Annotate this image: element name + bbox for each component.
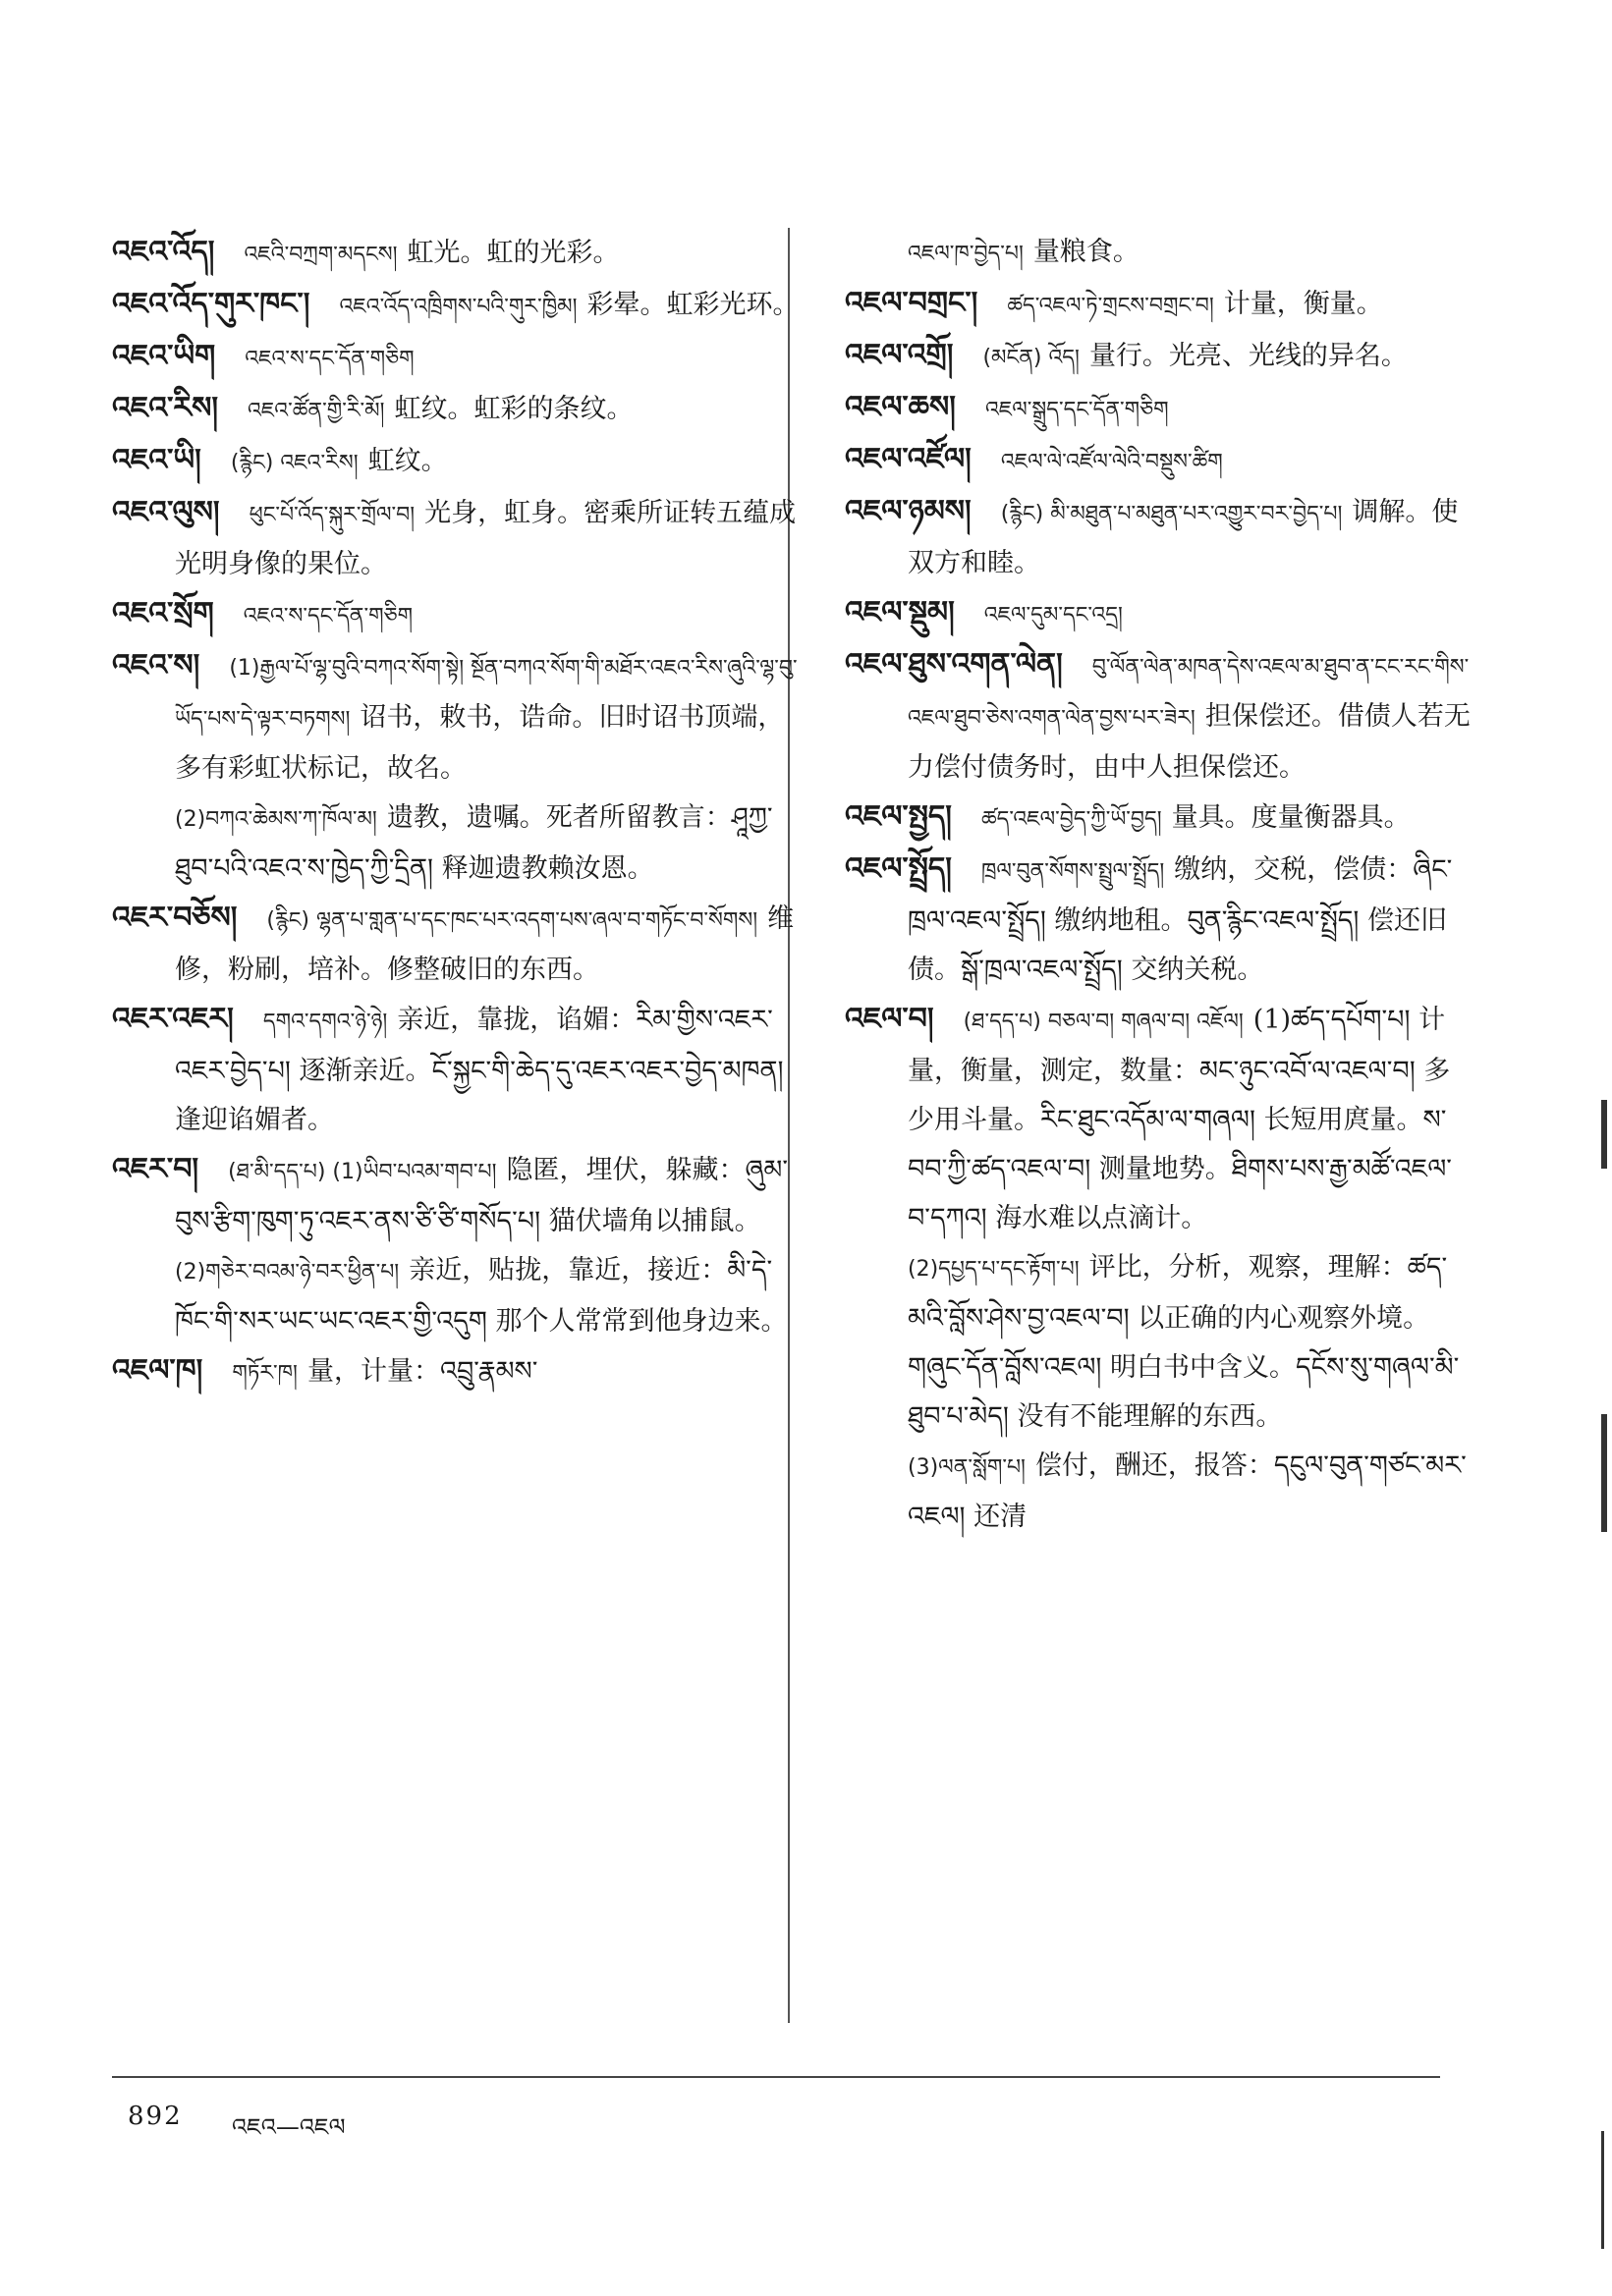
entry-gloss: 虹纹。	[367, 446, 448, 476]
dictionary-entry	[845, 1243, 1473, 1442]
entry-definition: (1)རྒྱལ་པོ་ལྷ་བུའི་བཀའ་སོག་སྟེ། སྔོན་བཀའ་སོག་གི་མཐོར་འཇའ་རིས་ཞུའི་ལྷ་བུ་ཡོད་པས་དེ་ལྟར་བཏགས།	[175, 656, 798, 732]
entry-definition: (ཐ་དད་པ) བཅལ་བ། གཞལ་བ། འཇོལ།	[963, 1010, 1244, 1034]
dictionary-entry	[845, 640, 1473, 793]
dictionary-entry	[112, 641, 800, 793]
scan-mark	[1601, 1414, 1607, 1532]
entry-gloss: 虹光。虹的光彩。	[407, 238, 620, 268]
entry-headword: འཇར་འཇར།	[112, 1002, 234, 1036]
entry-definition: འཇའི་བཀྲག་མདངས།	[244, 243, 398, 267]
entry-gloss: 偿付，酬还，报答：དངུལ་བུན་གཙང་མར་འཇལ། 还清	[908, 1450, 1467, 1532]
entry-gloss: 亲近，靠拢，谄媚：རིམ་གྱིས་འཇར་འཇར་བྱེད་པ། 逐渐亲近。ངོ་སྐྱང་གི་ཆེད་དུ་འཇར་འཇར་བྱེད་མཁན། 逢迎谄媚者。	[175, 1005, 784, 1135]
entry-headword: འཇལ་སྡུམ།	[845, 595, 955, 629]
dictionary-entry	[845, 435, 1473, 487]
entry-definition: ཁྲལ་བུན་སོགས་སྤྲུལ་སྤྲོད།	[980, 859, 1165, 884]
dictionary-entry	[112, 384, 800, 436]
entry-headword: འཇའ་ཡིག	[112, 339, 216, 373]
entry-headword: འཇའ་ཡི།	[112, 443, 201, 477]
dictionary-entry	[845, 845, 1473, 995]
entry-definition: འཇལ་ལེ་འཛོལ་ལེའི་བསྡུས་ཚིག	[1000, 450, 1223, 474]
left-column	[112, 228, 800, 1398]
entry-definition: (རྙིང) མི་མཐུན་པ་མཐུན་པར་འགྱུར་བར་བྱེད་པ།	[1000, 502, 1343, 526]
entry-gloss: 评比，分析，观察，理解：ཚད་མའི་བློས་ཤེས་བྱ་འཇལ་བ། 以正确的内心观察外境。གཞུང་དོན་བློས་འཇལ། 明白书中含义。དངོས་སུ་གཞལ་མི་ཐུབ་པ་མེད། 没有不能理解的东西。	[908, 1252, 1460, 1432]
entry-definition: ཕུང་པོ་འོད་སྐུར་གྲོལ་བ།	[249, 503, 416, 527]
right-column	[845, 228, 1473, 1542]
entry-headword: འཇལ་བ།	[845, 1002, 934, 1036]
entry-definition: བུ་ལོན་ལེན་མཁན་དེས་འཇལ་མ་ཐུབ་ན་ངང་རང་གིས་འཇལ་ཐུབ་ཅེས་འགན་ལེན་བྱས་པར་ཟེར།	[908, 655, 1470, 731]
entry-headword: འཇལ་འཛོལ།	[845, 442, 972, 476]
entry-headword: འཇའ་འོད་གུར་ཁང་།	[112, 287, 310, 321]
entry-headword: འཇལ་སྤྲོད།	[845, 851, 952, 886]
dictionary-entry	[112, 793, 800, 894]
entry-definition: འཇལ་ཁ་བྱེད་པ།	[908, 242, 1024, 266]
dictionary-entry	[112, 280, 800, 332]
entry-definition: (ཐ་མི་དད་པ) (1)ཡིབ་པའམ་གབ་པ།	[228, 1160, 497, 1184]
entry-headword: འཇའ་རིས།	[112, 391, 218, 425]
dictionary-entry	[845, 383, 1473, 435]
entry-definition: འཇའ་འོད་འཁྲིགས་པའི་གུར་ཁྱིམ།	[339, 295, 578, 319]
entry-definition: (རྙིང) འཇའ་རིས།	[230, 451, 359, 475]
dictionary-entry	[112, 1346, 800, 1398]
entry-definition: འཇའ་ཚོན་གྱི་རི་མོ།	[248, 399, 385, 423]
dictionary-entry	[845, 793, 1473, 845]
entry-headword: འཇའ་སྲོག	[112, 596, 214, 630]
dictionary-entry	[112, 228, 800, 280]
entry-definition: (2)དཔྱད་པ་དང་རྟོག་པ།	[908, 1257, 1080, 1282]
dictionary-entry	[845, 228, 1473, 279]
entry-headword: འཇལ་བགྲང་།	[845, 286, 978, 320]
entry-headword: འཇའ་ལུས།	[112, 495, 220, 529]
dictionary-entry	[845, 588, 1473, 640]
dictionary-entry	[845, 487, 1473, 588]
dictionary-entry	[112, 894, 800, 995]
dictionary-entry	[112, 1246, 800, 1346]
dictionary-entry	[845, 279, 1473, 331]
dictionary-entry	[112, 488, 800, 589]
entry-gloss: 量粮食。	[1032, 237, 1140, 267]
entry-headword: འཇལ་སྤྱད།	[845, 799, 952, 834]
entry-definition: ཚད་འཇལ་བྱེད་ཀྱི་ཡོ་བྱད།	[980, 807, 1162, 832]
entry-gloss: 缴纳，交税，偿债：ཞིང་ཁྲལ་འཇལ་སྤྲོད། 缴纳地租。བུན་རྙིང་འཇལ་སྤྲོད། 偿还旧债。སྒོ་ཁྲལ་འཇལ་སྤྲོད། 交纳关税。	[908, 854, 1453, 985]
entry-gloss: 量，计量：འབྲུ་རྣམས་	[306, 1356, 538, 1387]
entry-definition: འཇའ་ས་དང་དོན་གཅིག	[243, 604, 414, 629]
entry-definition: (མངོན) འོད།	[982, 346, 1080, 370]
entry-headword: འཇར་བ།	[112, 1152, 199, 1186]
entry-headword: འཇར་བཅོས།	[112, 901, 238, 935]
page-number: 892	[128, 2102, 183, 2131]
dictionary-entry	[112, 436, 800, 488]
entry-definition: དགའ་དགའ་ཉེ་ཉེ།	[262, 1010, 388, 1034]
entry-gloss: 量行。光亮、光线的异名。	[1088, 341, 1408, 371]
dictionary-entry	[845, 1442, 1473, 1542]
entry-definition: (2)གཅེར་བའམ་ཉེ་བར་ཕྱིན་པ།	[175, 1260, 400, 1285]
entry-gloss: 亲近，贴拢，靠近，接近：མི་དེ་ཁོང་གི་སར་ཡང་ཡང་འཇར་གྱི་འདུག 那个人常常到他身边来。	[175, 1255, 788, 1337]
entry-gloss: 隐匿，埋伏，躲藏：ཞུམ་བུས་རྩིག་ཁུག་ཏུ་འཇར་ནས་ཙི་ཙི་གསོད་པ། 猫伏墙角以捕鼠。	[175, 1155, 789, 1236]
entry-gloss: 调解。使双方和睦。	[908, 497, 1459, 578]
entry-definition: (རྙིང) ལྷན་པ་གླན་པ་དང་ཁང་པར་འདག་པས་ཞལ་བ་གཏོང་བ་སོགས།	[266, 908, 758, 933]
entry-definition: འཇའ་ས་དང་དོན་གཅིག	[245, 347, 415, 371]
entry-gloss: 维修，粉刷，培补。修整破旧的东西。	[175, 903, 795, 985]
dictionary-entry	[845, 995, 1473, 1243]
entry-gloss: 彩晕。虹彩光环。	[586, 290, 800, 320]
dictionary-entry	[112, 332, 800, 384]
running-head: འཇའ—འཇལ	[232, 2113, 346, 2141]
entry-gloss: 担保偿还。借债人若无力偿付债务时，由中人担保偿还。	[908, 701, 1471, 783]
entry-definition: གཏོར་ཁ།	[232, 1361, 298, 1386]
entry-definition: (3)ལན་སློག་པ།	[908, 1455, 1026, 1480]
entry-definition: འཇལ་དུམ་དང་འདྲ།	[983, 603, 1123, 628]
entry-headword: འཇའ་ས།	[112, 648, 200, 683]
entry-definition: འཇལ་སྒྲུད་དང་དོན་གཅིག	[984, 398, 1169, 422]
entry-headword: འཇའ་འོད།	[112, 235, 215, 269]
entry-definition: (2)བཀའ་ཆེམས་ཀ་ཁོལ་མ།	[175, 807, 377, 832]
footer-rule	[112, 2076, 1440, 2078]
entry-headword: འཇལ་འགྲོ།	[845, 338, 954, 372]
entry-gloss: 诏书，敕书，诰命。旧时诏书顶端，多有彩虹状标记，故名。	[175, 702, 785, 784]
dictionary-entry	[845, 331, 1473, 383]
scan-mark	[1601, 1100, 1607, 1169]
entry-gloss: 计量，衡量。	[1223, 289, 1383, 319]
entry-headword: འཇལ་ཁ།	[112, 1353, 203, 1388]
entry-gloss: 量具。度量衡器具。	[1171, 802, 1411, 833]
scan-mark	[1601, 2131, 1604, 2249]
entry-gloss: 遗教，遗嘱。死者所留教言：ཤཱཀྱ་ཐུབ་པའི་འཇའ་ས་ཁྱེད་ཀྱི་དྲིན། 释迦遗教赖汝恩。	[175, 802, 773, 884]
entry-headword: འཇལ་ཐུས་འགན་ལེན།	[845, 647, 1063, 682]
entry-gloss: (1)ཚད་དཔོག་པ། 计量，衡量，测定，数量：མང་ཉུང་འབོ་ལ་འཇལ་བ། 多少用斗量。རིང་ཐུང་འདོམ་ལ་གཞལ། 长短用庹量。ས་བབ་ཀྱི་ཚད་འཇལ་བ། 测量地势。ཐིགས་པས་རྒྱ་མཚོ་འཇལ་བ་དཀའ། 海水难以点滴计。	[908, 1005, 1452, 1233]
dictionary-entry	[112, 995, 800, 1145]
dictionary-entry	[112, 1145, 800, 1246]
entry-gloss: 虹纹。虹彩的条纹。	[394, 394, 634, 424]
entry-headword: འཇལ་ཉམས།	[845, 494, 972, 528]
entry-headword: འཇལ་ཆས།	[845, 390, 956, 424]
entry-definition: ཚད་འཇལ་ཏེ་གྲངས་བགྲང་བ།	[1007, 294, 1214, 318]
entry-gloss: 光身，虹身。密乘所证转五蕴成光明身像的果位。	[175, 498, 797, 579]
dictionary-entry	[112, 589, 800, 641]
